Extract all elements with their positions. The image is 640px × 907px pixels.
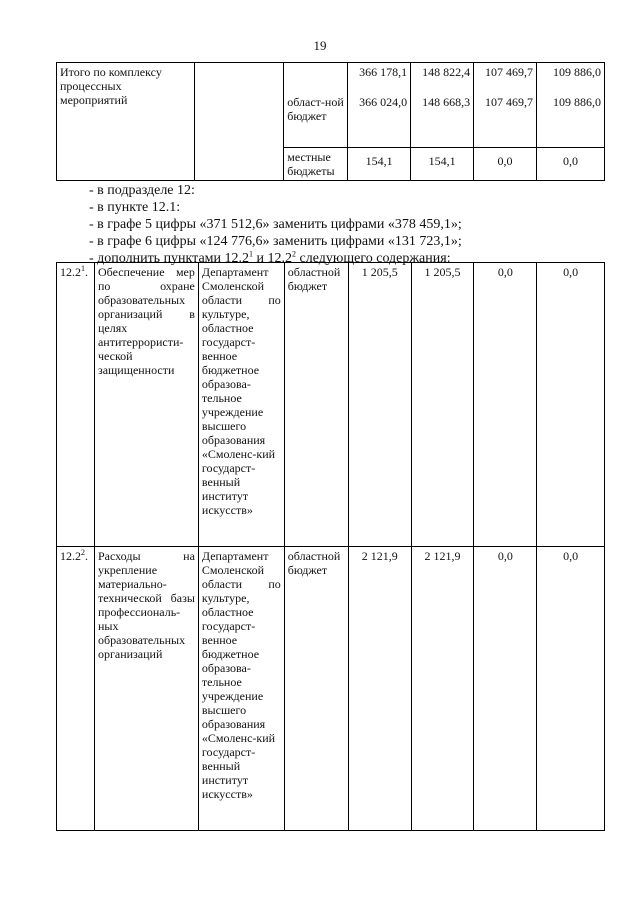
summary-total-value: 366 178,1: [348, 63, 411, 94]
summary-value: 0,0: [537, 148, 605, 181]
summary-value: 154,1: [411, 148, 474, 181]
item-executor: Департамент Смоленской области по культуре, областное государст-венное бюджетное образова-тельное учреждение высшего образования «Смоленс-кий государст-венный институт искусств»: [198, 547, 284, 831]
instruction-line: - в графе 6 цифры «124 776,6» заменить цифрами «131 723,1»;: [89, 234, 462, 249]
item-value: 0,0: [474, 547, 537, 831]
item-value: 0,0: [474, 263, 537, 547]
item-number: 12.2$^1$.: [57, 263, 95, 547]
summary-value: 148 668,3: [411, 93, 474, 148]
summary-source: местные бюджеты: [284, 148, 348, 181]
summary-table: [56, 62, 605, 181]
item-value: 1 205,5: [411, 263, 474, 547]
instruction-text: следующего содержания:: [296, 251, 451, 266]
superscript: 1: [249, 249, 254, 259]
summary-source: област-ной бюджет: [284, 93, 348, 148]
items-table: [56, 262, 605, 831]
instruction-text: и 12.2: [253, 251, 293, 266]
summary-total-value: 107 469,7: [474, 63, 537, 94]
summary-total-value: 148 822,4: [411, 63, 474, 94]
summary-value: 107 469,7: [474, 93, 537, 148]
instruction-line: - в пункте 12.1:: [89, 200, 181, 215]
item-value: 0,0: [537, 547, 605, 831]
summary-empty-cell: [194, 63, 284, 181]
instruction-text: - дополнить пунктами 12.2: [89, 251, 250, 266]
instructions-block: [89, 182, 462, 267]
item-value: 2 121,9: [411, 547, 474, 831]
summary-value: 109 886,0: [537, 93, 605, 148]
item-value: 0,0: [537, 263, 605, 547]
table-row: [57, 263, 605, 547]
summary-value: 154,1: [348, 148, 411, 181]
summary-total-source: [284, 63, 348, 94]
item-value: 2 121,9: [348, 547, 411, 831]
summary-value: 366 024,0: [348, 93, 411, 148]
superscript: 2: [292, 249, 297, 259]
summary-total-row: [57, 63, 605, 94]
summary-value: 0,0: [474, 148, 537, 181]
page-number: 19: [313, 38, 327, 53]
item-executor: Департамент Смоленской области по культуре, областное государст-венное бюджетное образова-тельное учреждение высшего образования «Смоленс-кий государст-венный институт искусств»: [198, 263, 284, 547]
summary-total-value: 109 886,0: [537, 63, 605, 94]
instruction-line: - в подразделе 12:: [89, 183, 195, 198]
table-row: [57, 547, 605, 831]
item-name: Расходы на укрепление материально-технической базы профессиональ-ных образовательных организаций: [94, 547, 198, 831]
item-number: 12.2$^2$.: [57, 547, 95, 831]
item-name: Обеспечение мер по охране образовательных организаций в целях антитеррористи-ческой защищенности: [94, 263, 198, 547]
item-value: 1 205,5: [348, 263, 411, 547]
summary-label: Итого по комплексу процессных мероприятий: [57, 63, 195, 181]
instruction-line: - в графе 5 цифры «371 512,6» заменить цифрами «378 459,1»;: [89, 217, 462, 232]
item-source: областной бюджет: [284, 547, 348, 831]
item-source: областной бюджет: [284, 263, 348, 547]
